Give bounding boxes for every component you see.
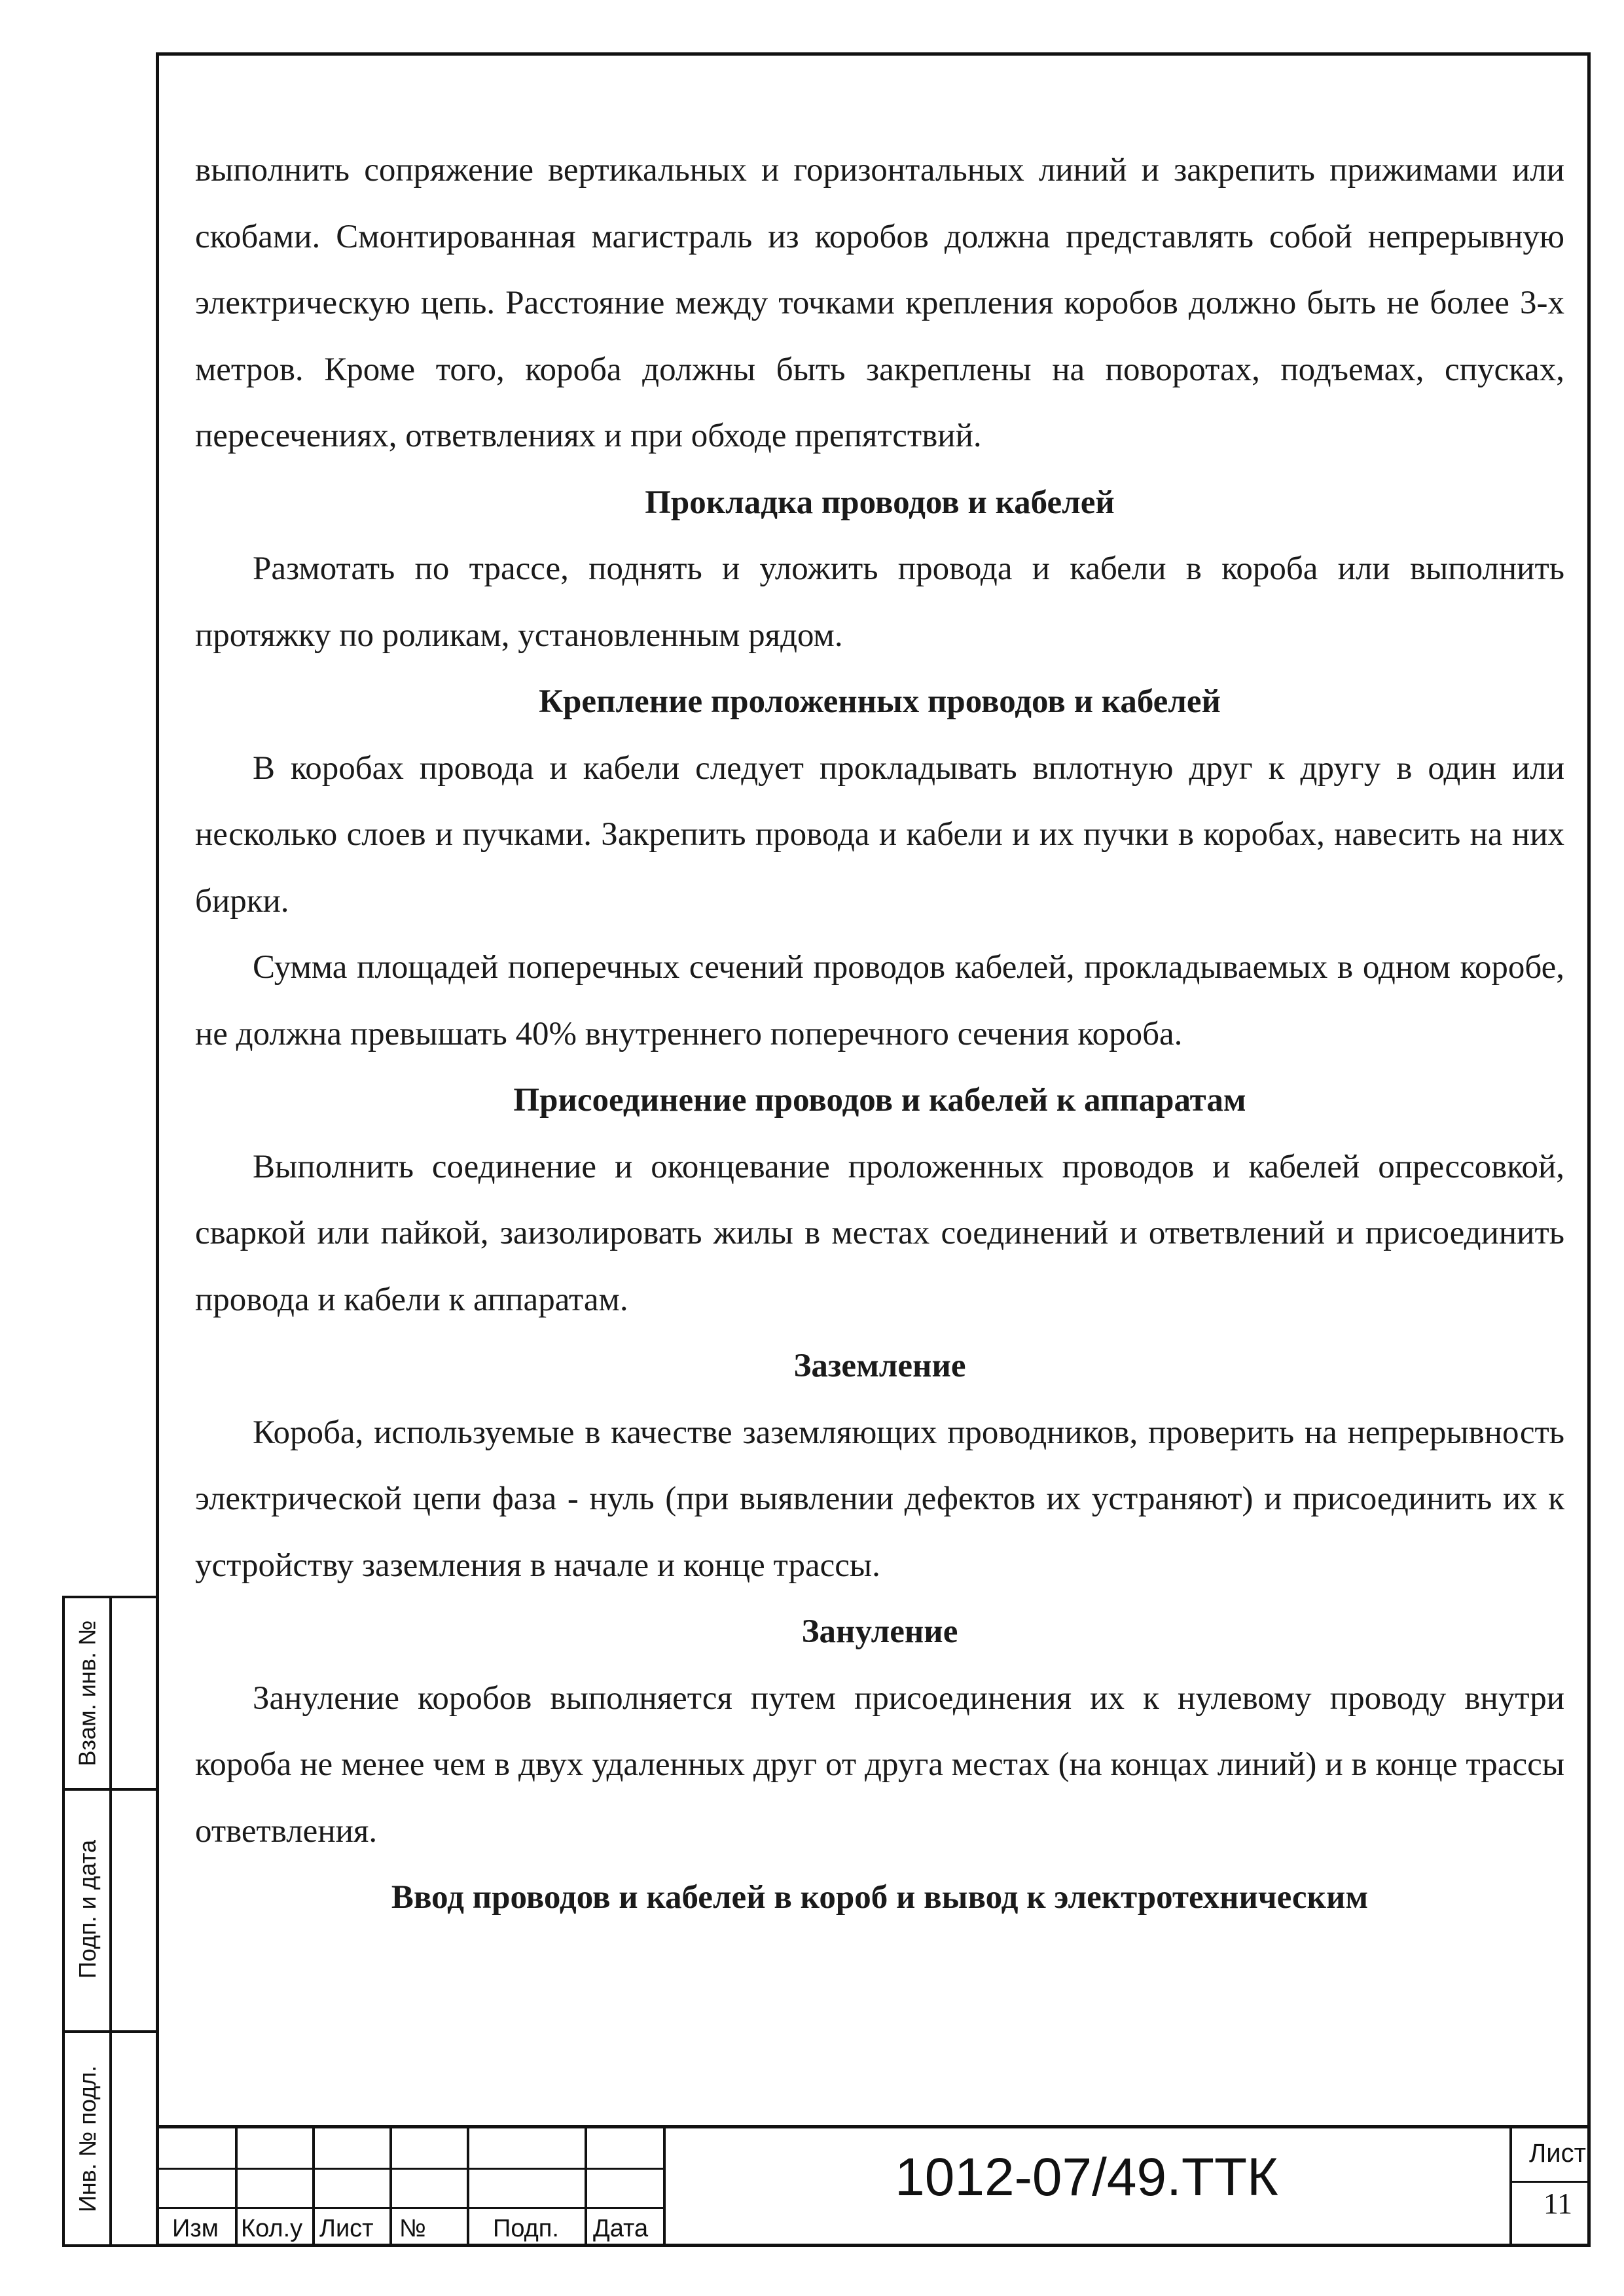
section-heading: Прокладка проводов и кабелей xyxy=(645,484,1115,521)
sheet-number: 11 xyxy=(1543,2187,1573,2220)
col-num-label: № xyxy=(399,2215,426,2242)
document-body xyxy=(195,137,1564,1931)
side-label-vzam: Взам. инв. № xyxy=(74,1620,101,1767)
paragraph: Размотать по трассе, поднять и уложить провода и кабели в короба или выполнить протяжку по роликам, установленным рядом. xyxy=(195,550,1564,654)
grid-line xyxy=(235,2128,238,2247)
paragraph: Зануление коробов выполняется путем присоединения их к нулевому проводу внутри короба не менее чем в двух удаленных друг от друга местах (на концах линий) и в конце трассы ответвления. xyxy=(195,1679,1564,1850)
section-heading: Крепление проложенных проводов и кабелей xyxy=(539,683,1221,720)
col-list-label: Лист xyxy=(319,2215,374,2242)
grid-line xyxy=(389,2128,392,2247)
col-kolu-label: Кол.у xyxy=(241,2215,303,2242)
grid-line xyxy=(467,2128,469,2247)
side-label-podp: Подп. и дата xyxy=(74,1839,101,1979)
grid-line xyxy=(156,2168,663,2170)
paragraph: Короба, используемые в качестве заземляющих проводников, проверить на непрерывность электрической цепи фаза - нуль (при выявлении дефектов их устраняют) и присоединить их к устройству заземления в начале и конце трассы. xyxy=(195,1414,1564,1584)
paragraph: Выполнить соединение и оконцевание проложенных проводов и кабелей опрессовкой, сваркой или пайкой, заизолировать жилы в местах соединений и ответвлений и присоединить провода и кабели к аппаратам. xyxy=(195,1148,1564,1318)
grid-line xyxy=(156,2207,663,2209)
grid-line xyxy=(1509,2181,1591,2183)
col-date-label: Дата xyxy=(593,2215,649,2242)
sheet-label: Лист xyxy=(1529,2139,1586,2168)
document-code: 1012-07/49.ТТК xyxy=(895,2147,1278,2207)
paragraph: выполнить сопряжение вертикальных и горизонтальных линий и закрепить прижимами или скобами. Смонтированная магистраль из коробов должна представлять собой непрерывную электрическую цепь. Расстояние между точками крепления коробов должно быть не более 3-х метров. Кроме того, короба должны быть закреплены на поворотах, подъемах, спусках, пересечениях, ответвлениях и при обходе препятствий. xyxy=(195,152,1564,454)
section-heading: Заземление xyxy=(793,1348,966,1384)
col-podp-label: Подп. xyxy=(493,2215,559,2242)
side-stamp xyxy=(62,1596,156,2247)
side-label-inv: Инв. № подл. xyxy=(74,2065,101,2212)
col-izm-label: Изм xyxy=(172,2215,219,2242)
section-heading: Присоединение проводов и кабелей к аппаратам xyxy=(513,1082,1246,1119)
side-stamp-divider xyxy=(109,1598,112,2244)
section-heading: Зануление xyxy=(801,1613,958,1650)
paragraph: В коробах провода и кабели следует прокладывать вплотную друг к другу в один или несколько слоев и пучками. Закрепить провода и кабели и их пучки в коробах, навесить на них бирки. xyxy=(195,749,1564,920)
grid-line xyxy=(585,2128,587,2247)
grid-line xyxy=(312,2128,315,2247)
paragraph: Сумма площадей поперечных сечений проводов кабелей, прокладываемых в одном коробе, не должна превышать 40% внутреннего поперечного сечения короба. xyxy=(195,949,1564,1052)
section-heading: Ввод проводов и кабелей в короб и вывод к электротехническим xyxy=(391,1879,1369,1916)
